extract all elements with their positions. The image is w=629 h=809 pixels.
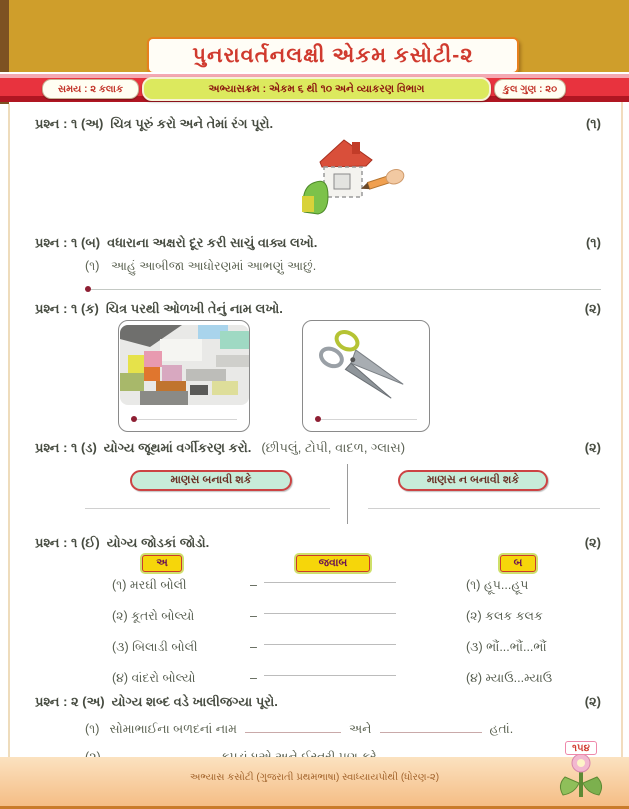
- blank-line: [380, 720, 482, 733]
- picture-1-answer-line: [131, 419, 237, 420]
- picture-box-1: [118, 320, 250, 432]
- match-b-item: (૪) મ્યાઉ...મ્યાઉ: [466, 671, 553, 685]
- group2-answer-line: [368, 508, 600, 509]
- question-1b-item: [85, 259, 316, 274]
- blank-line: [245, 720, 341, 733]
- left-page-edge: [8, 104, 10, 804]
- match-a-item: (૨) કૂતરો બોલ્યો: [112, 609, 195, 623]
- column-b-header: બ: [500, 555, 536, 572]
- question-1d-text: યોગ્ય જૂથમાં વર્ગીકરણ કરો.: [103, 440, 252, 455]
- question-1e: [35, 535, 601, 551]
- question-1c: [35, 301, 601, 317]
- question-1a: [35, 116, 601, 132]
- question-2a-marks: (૨): [584, 694, 601, 709]
- match-dash: –: [250, 578, 257, 592]
- column-answer-header: જવાબ: [296, 555, 370, 572]
- page-number: ૧૫૪: [565, 741, 597, 755]
- flower-page-number-graphic: [555, 741, 607, 803]
- question-1e-marks: (૨): [584, 535, 601, 550]
- question-1d-label: પ્રશ્ન : ૧ (ડ): [35, 440, 97, 455]
- question-2a-text: યોગ્ય શબ્દ વડે ખાલીજગ્યા પૂરો.: [111, 694, 278, 709]
- question-1a-marks: (૧): [585, 116, 601, 131]
- question-1d: [35, 440, 601, 456]
- question-1b-marks: (૧): [585, 235, 601, 250]
- question-1b-text: વધારાના અક્ષરો દૂર કરી સાચું વાક્ય લખો.: [107, 235, 318, 250]
- incomplete-house-drawing-image: [282, 134, 407, 218]
- match-dash: –: [250, 640, 257, 654]
- question-1b-item-number: (૧): [85, 259, 100, 273]
- question-1e-text: યોગ્ય જોડકાં જોડો.: [106, 535, 210, 550]
- match-answer-line: [264, 630, 396, 645]
- match-dash: –: [250, 609, 257, 623]
- match-b-item: (૨) કલક કલક: [466, 609, 543, 623]
- question-1b-label: પ્રશ્ન : ૧ (બ): [35, 235, 101, 250]
- question-1a-label: પ્રશ્ન : ૧ (અ): [35, 116, 104, 131]
- column-divider: [347, 464, 348, 524]
- match-b-item: (૧) હૂપ...હૂપ: [466, 578, 529, 592]
- scissors-image: [312, 327, 422, 403]
- picture-box-2: [302, 320, 430, 432]
- match-answer-line: [264, 599, 396, 614]
- answer-line: [85, 278, 601, 290]
- group-can-make-badge: માણસ બનાવી શકે: [130, 470, 292, 491]
- question-1d-marks: (૨): [584, 440, 601, 455]
- match-b-item: (૩) ભૌં...ભૌં...ભૌં: [466, 640, 547, 654]
- question-2a: [35, 694, 601, 710]
- picture-2-answer-line: [315, 419, 417, 420]
- question-1a-text: ચિત્ર પૂરું કરો અને તેમાં રંગ પૂરો.: [110, 116, 274, 131]
- item-text: અને: [348, 722, 372, 736]
- match-a-item: (૩) બિલાડી બોલી: [112, 640, 198, 654]
- item-text: સોમાભાઈના બળદનાં નામ: [109, 722, 237, 736]
- syllabus-banner: અભ્યાસક્રમ : એકમ ૬ થી ૧૦ અને વ્યાકરણ વિભાગ: [142, 77, 491, 101]
- question-1e-label: પ્રશ્ન : ૧ (ઈ): [35, 535, 100, 550]
- column-a-header: અ: [142, 555, 182, 572]
- item-text: હતાં.: [489, 722, 514, 736]
- group-cannot-make-badge: માણસ ન બનાવી શકે: [398, 470, 548, 491]
- match-answer-line: [264, 568, 396, 583]
- question-1c-label: પ્રશ્ન : ૧ (ક): [35, 301, 99, 316]
- blurry-photo-image: [120, 325, 249, 405]
- question-2a-item1: [85, 720, 513, 737]
- question-1c-marks: (૨): [584, 301, 601, 316]
- page-title: પુનરાવર્તનલક્ષી એકમ કસોટી-૨: [147, 37, 519, 74]
- question-1d-hint: (છીપલું, ટોપી, વાદળ, ગ્લાસ): [261, 440, 406, 455]
- time-label: સમય : ૨ કલાક: [42, 79, 139, 99]
- right-page-edge: [621, 102, 623, 804]
- match-dash: –: [250, 671, 257, 685]
- question-1b: [35, 235, 601, 251]
- match-a-item: (૧) મરઘી બોલી: [112, 578, 187, 592]
- total-marks-label: કુલ ગુણ : ૨૦: [494, 79, 566, 99]
- match-a-item: (૪) વાંદરો બોલ્યો: [112, 671, 196, 685]
- question-1b-item-text: આહું આબીજા આધોરણમાં આભણું આછું.: [110, 259, 317, 273]
- footer-credit-text: અભ્યાસ કસોટી (ગુજરાતી પ્રથમભાષા) સ્વાધ્યાયપોથી (ધોરણ-૨): [189, 772, 440, 783]
- question-2a-label: પ્રશ્ન : ૨ (અ): [35, 694, 105, 709]
- match-answer-line: [264, 661, 396, 676]
- item-number: (૧): [85, 722, 100, 736]
- footer-band: [0, 743, 629, 809]
- question-1c-text: ચિત્ર પરથી ઓળખી તેનું નામ લખો.: [105, 301, 283, 316]
- group1-answer-line: [85, 508, 330, 509]
